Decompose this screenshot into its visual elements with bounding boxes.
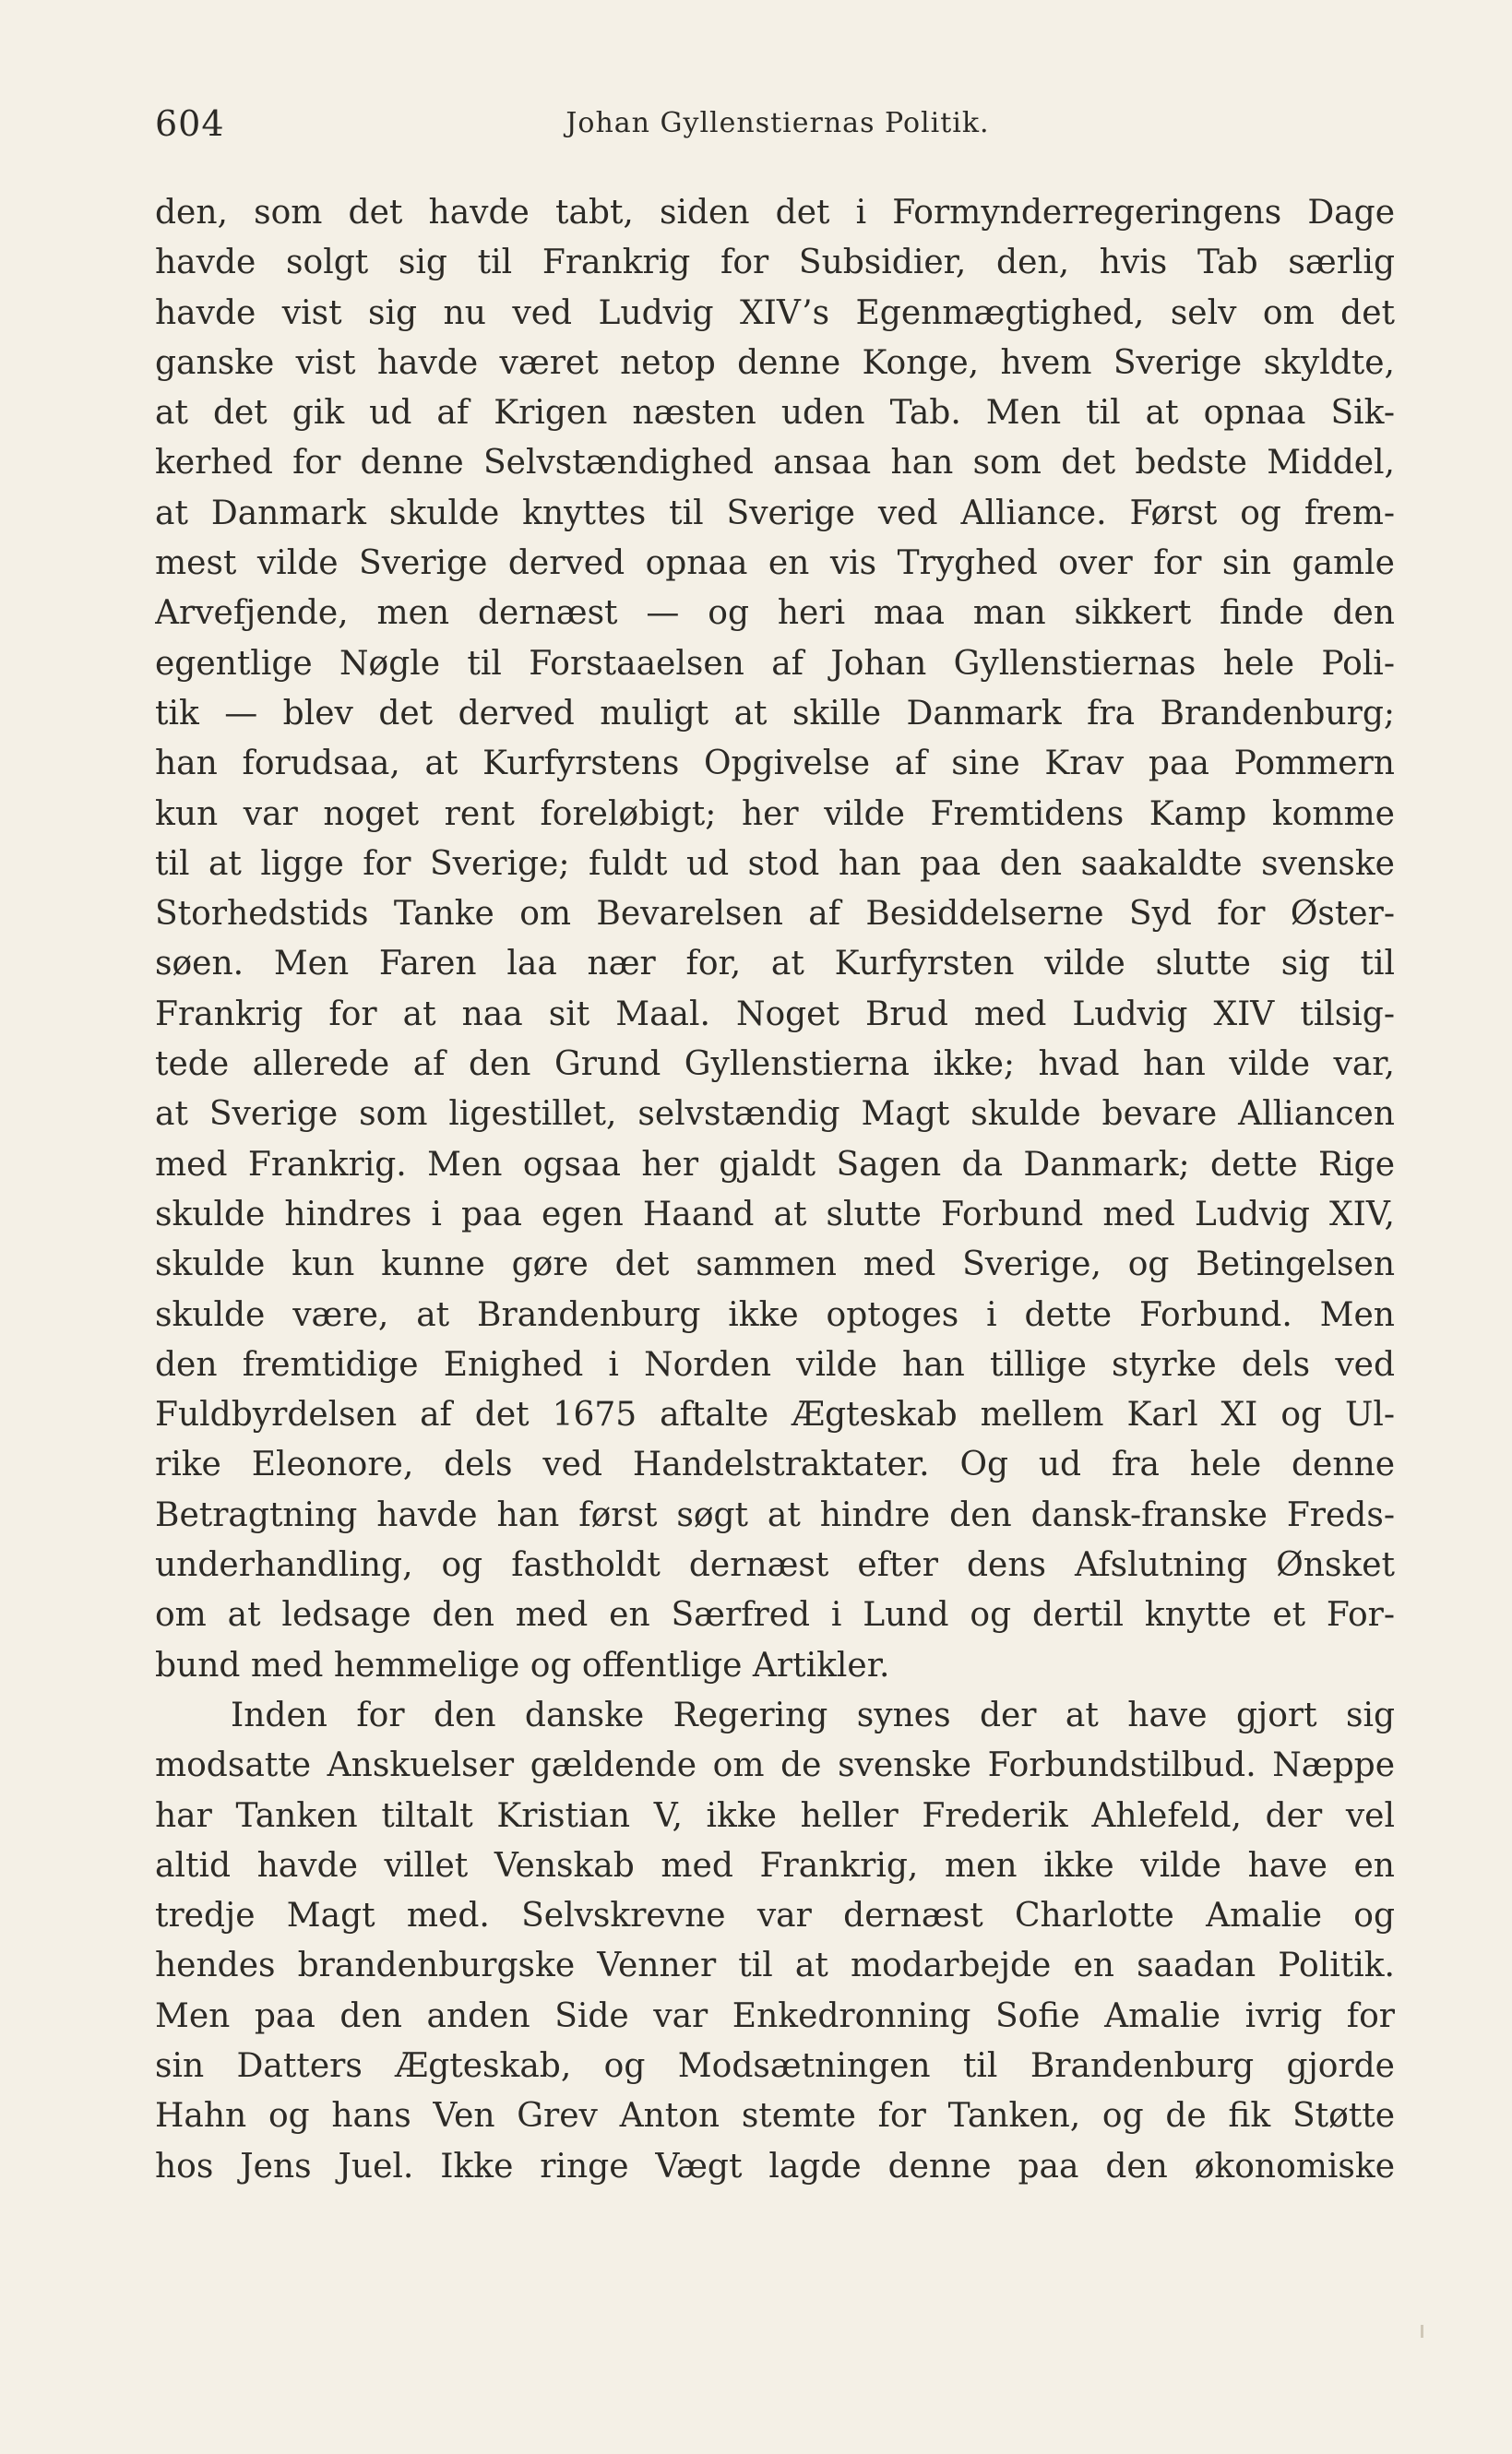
text-line: til at ligge for Sverige; fuldt ud stod han paa den saakaldte svenske: [155, 844, 1395, 883]
text-line: tede allerede af den Grund Gyllenstierna ikke; hvad han vilde var,: [155, 1045, 1395, 1084]
text-line: rike Eleonore, dels ved Handelstraktater. Og ud fra hele denne: [155, 1446, 1395, 1484]
text-line: ganske vist havde været netop denne Konge, hvem Sverige skyldte,: [155, 343, 1395, 382]
text-line: at Sverige som ligestillet, selvstændig Magt skulde bevare Alliancen: [155, 1095, 1395, 1134]
text-line: han forudsaa, at Kurfyrstens Opgivelse af sine Krav paa Pommern: [155, 745, 1395, 783]
text-line: kerhed for denne Selvstændighed ansaa han som det bedste Middel,: [155, 444, 1395, 482]
text-line: modsatte Anskuelser gældende om de svenske Forbundstilbud. Næppe: [155, 1746, 1395, 1785]
page-number: 604: [155, 103, 225, 144]
text-line: Inden for den danske Regering synes der at have gjort sig: [231, 1696, 1395, 1734]
text-line: havde solgt sig til Frankrig for Subsidier, den, hvis Tab særlig: [155, 244, 1395, 282]
text-line: hos Jens Juel. Ikke ringe Vægt lagde denne paa den økonomiske: [155, 2147, 1395, 2186]
text-line: har Tanken tiltalt Kristian V, ikke heller Frederik Ahlefeld, der vel: [155, 1796, 1395, 1835]
text-line: Hahn og hans Ven Grev Anton stemte for Tanken, og de fik Støtte: [155, 2097, 1395, 2136]
text-line: mest vilde Sverige derved opnaa en vis Tryghed over for sin gamle: [155, 544, 1395, 583]
text-line: hendes brandenburgske Venner til at modarbejde en saadan Politik.: [155, 1947, 1395, 1985]
text-line: søen. Men Faren laa nær for, at Kurfyrsten vilde slutte sig til: [155, 945, 1395, 983]
margin-mark: [1421, 2325, 1423, 2338]
text-line: med Frankrig. Men ogsaa her gjaldt Sagen da Danmark; dette Rige: [155, 1145, 1395, 1184]
page-header: [155, 103, 1400, 155]
text-line: havde vist sig nu ved Ludvig XIV’s Egenmægtighed, selv om det: [155, 293, 1395, 332]
text-line: om at ledsage den med en Særfred i Lund og dertil knytte et For-: [155, 1596, 1395, 1635]
text-line: tredje Magt med. Selvskrevne var dernæst Charlotte Amalie og: [155, 1897, 1395, 1936]
text-line: skulde kun kunne gøre det sammen med Sverige, og Betingelsen: [155, 1245, 1395, 1284]
text-line: bund med hemmelige og offentlige Artikler.: [155, 1646, 890, 1685]
text-line: Men paa den anden Side var Enkedronning Sofie Amalie ivrig for: [155, 1996, 1395, 2035]
text-line: Frankrig for at naa sit Maal. Noget Brud med Ludvig XIV tilsig-: [155, 995, 1395, 1033]
text-line: at det gik ud af Krigen næsten uden Tab. Men til at opnaa Sik-: [155, 394, 1395, 433]
text-line: sin Datters Ægteskab, og Modsætningen til Brandenburg gjorde: [155, 2046, 1395, 2085]
text-line: Fuldbyrdelsen af det 1675 aftalte Ægteskab mellem Karl XI og Ul-: [155, 1396, 1395, 1435]
running-title: Johan Gyllenstiernas Politik.: [566, 107, 990, 139]
text-line: underhandling, og fastholdt dernæst efter dens Afslutning Ønsket: [155, 1546, 1395, 1585]
text-line: altid havde villet Venskab med Frankrig, men ikke vilde have en: [155, 1846, 1395, 1885]
text-line: den fremtidige Enighed i Norden vilde han tillige styrke dels ved: [155, 1345, 1395, 1384]
text-line: Betragtning havde han først søgt at hindre den dansk-franske Freds-: [155, 1495, 1395, 1534]
body-text: [155, 188, 1395, 2192]
text-line: tik — blev det derved muligt at skille Danmark fra Brandenburg;: [155, 694, 1395, 733]
text-line: egentlige Nøgle til Forstaaelsen af Johan Gyllenstiernas hele Poli-: [155, 644, 1395, 683]
text-line: skulde hindres i paa egen Haand at slutte Forbund med Ludvig XIV,: [155, 1195, 1395, 1233]
text-line: Storhedstids Tanke om Bevarelsen af Besiddelserne Syd for Øster-: [155, 895, 1395, 934]
text-line: kun var noget rent foreløbigt; her vilde Fremtidens Kamp komme: [155, 794, 1395, 833]
text-line: den, som det havde tabt, siden det i Formynderregeringens Dage: [155, 194, 1395, 232]
text-line: at Danmark skulde knyttes til Sverige ved Alliance. Først og frem-: [155, 494, 1395, 532]
text-line: skulde være, at Brandenburg ikke optoges i dette Forbund. Men: [155, 1295, 1395, 1334]
text-line: Arvefjende, men dernæst — og heri maa man sikkert finde den: [155, 594, 1395, 633]
